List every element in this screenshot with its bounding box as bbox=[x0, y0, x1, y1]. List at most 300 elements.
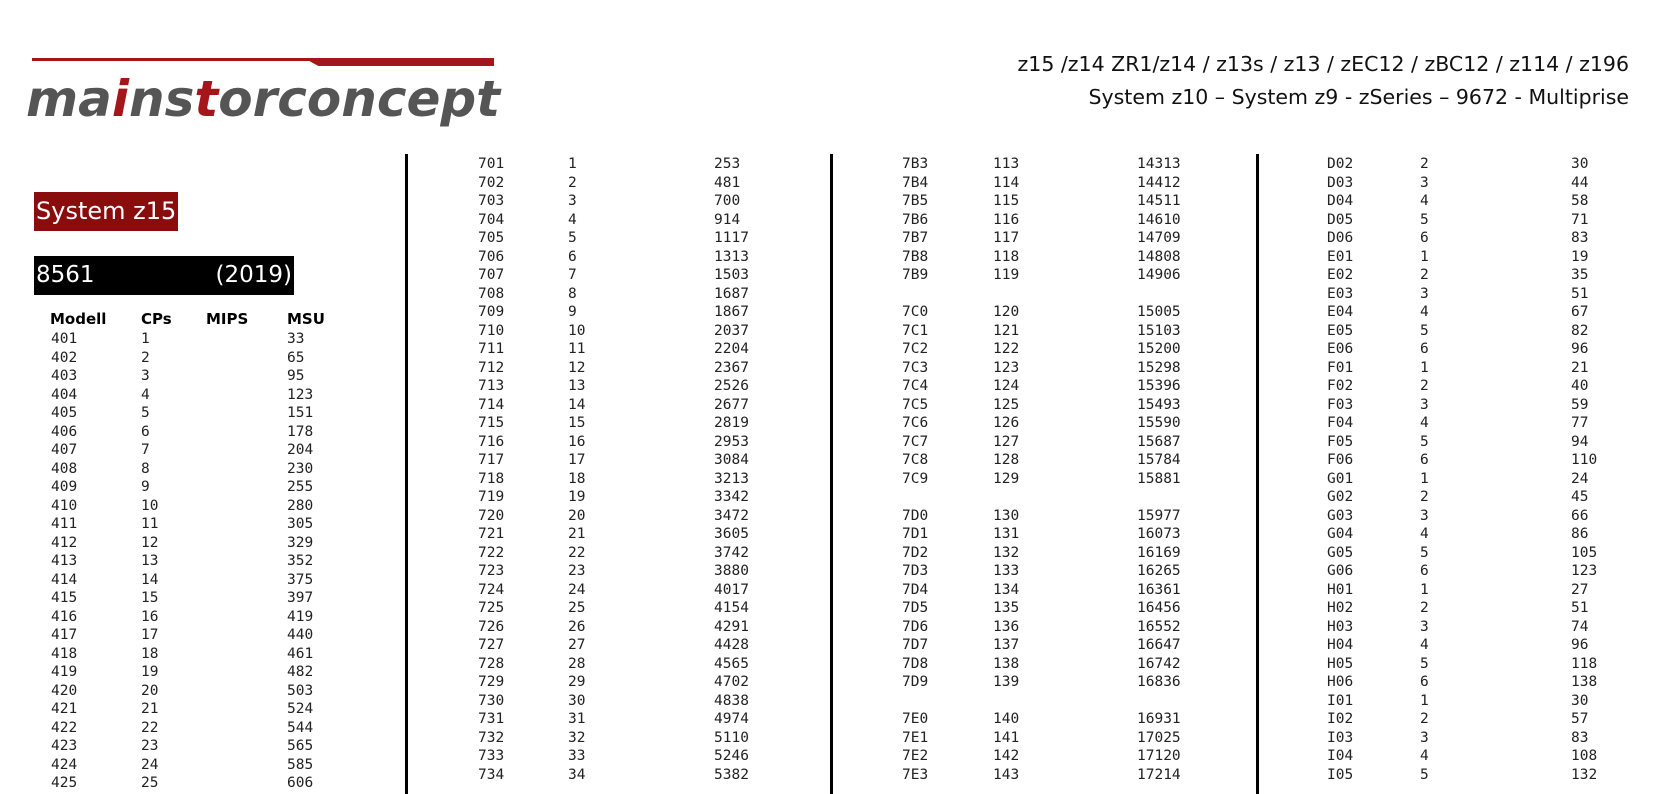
table-col3-cps: 130 bbox=[993, 507, 1020, 524]
table-col2-msu: 3472 bbox=[714, 507, 749, 524]
table-col4-cps: 6 bbox=[1420, 674, 1429, 690]
table-col4-model: F04 bbox=[1327, 415, 1354, 431]
table-col4-model: D03 bbox=[1327, 174, 1354, 191]
table-col1-msu: 461 bbox=[287, 645, 314, 662]
table-col4-model: I01 bbox=[1327, 692, 1354, 709]
table-col3-cps: 124 bbox=[993, 378, 1020, 394]
table-col1-cps: 23 bbox=[141, 738, 159, 754]
column-divider-3 bbox=[1256, 154, 1259, 794]
table-col3-msu: 15493 bbox=[1137, 396, 1181, 413]
table-col3-msu: 16169 bbox=[1137, 544, 1181, 561]
table-col2-model: 703 bbox=[478, 193, 505, 209]
table-col3-msu: 16836 bbox=[1137, 674, 1181, 690]
table-col2-cps: 10 bbox=[568, 322, 586, 339]
table-col3-model: 7D1 bbox=[902, 526, 929, 542]
table-col2-msu: 5110 bbox=[714, 729, 749, 746]
table-col1-cps: 21 bbox=[141, 701, 159, 717]
table-col4-cps: 3 bbox=[1420, 618, 1429, 635]
table-col4-msu: 21 bbox=[1571, 359, 1589, 376]
table-col2-model: 710 bbox=[478, 322, 505, 339]
table-col3-msu: 16647 bbox=[1137, 637, 1181, 653]
table-col2-msu: 4428 bbox=[714, 637, 749, 653]
table-col3-model: 7D8 bbox=[902, 655, 929, 672]
table-col1-model: 424 bbox=[51, 756, 78, 773]
table-col1-msu: 524 bbox=[287, 701, 314, 717]
table-col1-cps: 2 bbox=[141, 349, 150, 366]
model-year: (2019) bbox=[215, 262, 292, 288]
table-col2-cps: 4 bbox=[568, 211, 577, 228]
table-col1-msu: 352 bbox=[287, 553, 314, 569]
table-col2-model: 731 bbox=[478, 711, 505, 727]
table-col4-msu: 59 bbox=[1571, 396, 1589, 413]
table-col4-msu: 82 bbox=[1571, 322, 1589, 339]
table-col2-model: 722 bbox=[478, 544, 505, 561]
table-col1-cps: 10 bbox=[141, 497, 159, 514]
table-col2-msu: 2367 bbox=[714, 359, 749, 376]
table-col2-msu: 253 bbox=[714, 156, 741, 172]
table-col4-cps: 2 bbox=[1420, 600, 1429, 616]
table-col3-msu: 15005 bbox=[1137, 304, 1181, 320]
table-col1-cps: 4 bbox=[141, 386, 150, 403]
table-col1-cps: 12 bbox=[141, 534, 159, 551]
table-col4-model: H04 bbox=[1327, 637, 1354, 653]
table-col2-cps: 6 bbox=[568, 248, 577, 265]
table-col2-msu: 2037 bbox=[714, 322, 749, 339]
table-col4-model: F01 bbox=[1327, 359, 1354, 376]
table-col1-cps: 11 bbox=[141, 516, 159, 532]
table-col4-model: I04 bbox=[1327, 748, 1354, 764]
table-col3-msu: 15298 bbox=[1137, 359, 1181, 376]
table-col3-msu: 16742 bbox=[1137, 655, 1181, 672]
table-col2-model: 726 bbox=[478, 618, 505, 635]
table-col4-msu: 83 bbox=[1571, 729, 1589, 746]
table-col4-cps: 1 bbox=[1420, 248, 1429, 265]
table-col4-model: E05 bbox=[1327, 322, 1354, 339]
table-col2-cps: 22 bbox=[568, 544, 586, 561]
table-col2-cps: 20 bbox=[568, 507, 586, 524]
table-col4-msu: 57 bbox=[1571, 711, 1589, 727]
table-col1-model: 415 bbox=[51, 590, 78, 606]
table-col4-msu: 77 bbox=[1571, 415, 1589, 431]
table-col1-msu: 178 bbox=[287, 423, 314, 440]
table-col4-model: E01 bbox=[1327, 248, 1354, 265]
table-col3-cps: 136 bbox=[993, 618, 1020, 635]
table-col4-cps: 5 bbox=[1420, 211, 1429, 228]
table-col3-model: 7C2 bbox=[902, 341, 929, 357]
table-col1-msu: 544 bbox=[287, 719, 314, 736]
table-col1-msu: 565 bbox=[287, 738, 314, 754]
table-col2-cps: 1 bbox=[568, 156, 577, 172]
table-col2-model: 730 bbox=[478, 692, 505, 709]
table-col2-model: 705 bbox=[478, 230, 505, 246]
table-col1-msu: 95 bbox=[287, 368, 305, 384]
column-header-mips: MIPS bbox=[206, 310, 249, 328]
table-col2-cps: 9 bbox=[568, 304, 577, 320]
table-col2-msu: 3084 bbox=[714, 452, 749, 468]
table-col2-msu: 4702 bbox=[714, 674, 749, 690]
table-col3-cps: 134 bbox=[993, 581, 1020, 598]
table-col3-model: 7B6 bbox=[902, 211, 929, 228]
table-col3-model: 7D2 bbox=[902, 544, 929, 561]
table-col2-msu: 481 bbox=[714, 174, 741, 191]
table-col2-msu: 3213 bbox=[714, 470, 749, 487]
table-col3-cps: 133 bbox=[993, 563, 1020, 579]
table-col4-cps: 6 bbox=[1420, 563, 1429, 579]
table-col1-model: 410 bbox=[51, 497, 78, 514]
table-col4-cps: 3 bbox=[1420, 729, 1429, 746]
table-col4-msu: 51 bbox=[1571, 600, 1589, 616]
table-col3-model: 7E2 bbox=[902, 748, 929, 764]
table-col2-cps: 7 bbox=[568, 267, 577, 283]
column-header-cps: CPs bbox=[141, 310, 172, 328]
table-col4-cps: 1 bbox=[1420, 581, 1429, 598]
table-col2-model: 706 bbox=[478, 248, 505, 265]
table-col1-model: 408 bbox=[51, 460, 78, 477]
table-col1-cps: 20 bbox=[141, 682, 159, 699]
table-col3-msu: 15103 bbox=[1137, 322, 1181, 339]
table-col4-model: G03 bbox=[1327, 507, 1354, 524]
table-col3-model: 7D5 bbox=[902, 600, 929, 616]
table-col4-model: F05 bbox=[1327, 433, 1354, 450]
table-col3-model: 7B3 bbox=[902, 156, 929, 172]
table-col4-cps: 2 bbox=[1420, 156, 1429, 172]
table-col1-model: 404 bbox=[51, 386, 78, 403]
table-col4-model: D06 bbox=[1327, 230, 1354, 246]
table-col3-msu: 15881 bbox=[1137, 470, 1181, 487]
table-col3-model: 7D0 bbox=[902, 507, 929, 524]
table-col4-cps: 2 bbox=[1420, 267, 1429, 283]
table-col4-msu: 96 bbox=[1571, 341, 1589, 357]
table-col1-model: 414 bbox=[51, 571, 78, 588]
table-col2-msu: 2953 bbox=[714, 433, 749, 450]
table-col1-cps: 19 bbox=[141, 664, 159, 680]
table-col2-cps: 30 bbox=[568, 692, 586, 709]
table-col2-msu: 4838 bbox=[714, 692, 749, 709]
table-col2-model: 709 bbox=[478, 304, 505, 320]
table-col2-cps: 15 bbox=[568, 415, 586, 431]
table-col3-model: 7C0 bbox=[902, 304, 929, 320]
table-col3-cps: 137 bbox=[993, 637, 1020, 653]
table-col4-cps: 5 bbox=[1420, 544, 1429, 561]
table-col4-msu: 71 bbox=[1571, 211, 1589, 228]
table-col1-model: 418 bbox=[51, 645, 78, 662]
table-col2-cps: 14 bbox=[568, 396, 586, 413]
table-col1-model: 409 bbox=[51, 479, 78, 495]
table-col4-msu: 35 bbox=[1571, 267, 1589, 283]
table-col1-model: 423 bbox=[51, 738, 78, 754]
table-col4-model: H03 bbox=[1327, 618, 1354, 635]
table-col1-model: 422 bbox=[51, 719, 78, 736]
table-col4-msu: 24 bbox=[1571, 470, 1589, 487]
table-col4-msu: 30 bbox=[1571, 692, 1589, 709]
table-col2-model: 712 bbox=[478, 359, 505, 376]
table-col1-cps: 8 bbox=[141, 460, 150, 477]
table-col2-msu: 4017 bbox=[714, 581, 749, 598]
table-col1-cps: 5 bbox=[141, 405, 150, 421]
table-col1-msu: 397 bbox=[287, 590, 314, 606]
table-col1-cps: 18 bbox=[141, 645, 159, 662]
table-col4-model: G05 bbox=[1327, 544, 1354, 561]
table-col4-msu: 45 bbox=[1571, 489, 1589, 505]
table-col2-model: 716 bbox=[478, 433, 505, 450]
table-col3-msu: 16265 bbox=[1137, 563, 1181, 579]
table-col1-model: 425 bbox=[51, 775, 78, 791]
table-col2-cps: 3 bbox=[568, 193, 577, 209]
table-col2-model: 711 bbox=[478, 341, 505, 357]
table-col1-msu: 33 bbox=[287, 331, 305, 347]
table-col2-cps: 13 bbox=[568, 378, 586, 394]
table-col3-msu: 15977 bbox=[1137, 507, 1181, 524]
table-col3-cps: 123 bbox=[993, 359, 1020, 376]
table-col1-msu: 123 bbox=[287, 386, 314, 403]
table-col4-msu: 19 bbox=[1571, 248, 1589, 265]
table-col3-cps: 113 bbox=[993, 156, 1020, 172]
table-col2-msu: 4565 bbox=[714, 655, 749, 672]
table-col1-msu: 255 bbox=[287, 479, 314, 495]
table-col1-cps: 15 bbox=[141, 590, 159, 606]
table-col4-model: H06 bbox=[1327, 674, 1354, 690]
table-col3-cps: 132 bbox=[993, 544, 1020, 561]
table-col3-model: 7E1 bbox=[902, 729, 929, 746]
table-col3-cps: 115 bbox=[993, 193, 1020, 209]
table-col2-model: 723 bbox=[478, 563, 505, 579]
table-col3-cps: 128 bbox=[993, 452, 1020, 468]
table-col1-model: 421 bbox=[51, 701, 78, 717]
table-col2-cps: 23 bbox=[568, 563, 586, 579]
table-col4-msu: 123 bbox=[1571, 563, 1598, 579]
table-col1-msu: 230 bbox=[287, 460, 314, 477]
table-col4-model: G02 bbox=[1327, 489, 1354, 505]
table-col3-msu: 16931 bbox=[1137, 711, 1181, 727]
table-col2-msu: 3742 bbox=[714, 544, 749, 561]
table-col3-msu: 16073 bbox=[1137, 526, 1181, 542]
logo-bar bbox=[32, 58, 494, 66]
table-col1-cps: 13 bbox=[141, 553, 159, 569]
table-col3-cps: 119 bbox=[993, 267, 1020, 283]
table-col1-cps: 9 bbox=[141, 479, 150, 495]
table-col4-cps: 6 bbox=[1420, 230, 1429, 246]
table-col4-cps: 1 bbox=[1420, 692, 1429, 709]
table-col2-msu: 1313 bbox=[714, 248, 749, 265]
table-col3-model: 7D7 bbox=[902, 637, 929, 653]
table-col3-cps: 138 bbox=[993, 655, 1020, 672]
table-col2-cps: 33 bbox=[568, 748, 586, 764]
table-col3-model: 7B4 bbox=[902, 174, 929, 191]
table-col2-cps: 5 bbox=[568, 230, 577, 246]
table-col1-model: 407 bbox=[51, 442, 78, 458]
table-col4-msu: 105 bbox=[1571, 544, 1598, 561]
table-col2-model: 719 bbox=[478, 489, 505, 505]
table-col2-model: 732 bbox=[478, 729, 505, 746]
table-col2-msu: 3880 bbox=[714, 563, 749, 579]
table-col2-cps: 32 bbox=[568, 729, 586, 746]
table-col2-model: 717 bbox=[478, 452, 505, 468]
table-col3-model: 7C4 bbox=[902, 378, 929, 394]
table-col2-cps: 25 bbox=[568, 600, 586, 616]
table-col2-cps: 24 bbox=[568, 581, 586, 598]
column-divider-2 bbox=[830, 154, 833, 794]
table-col3-msu: 17120 bbox=[1137, 748, 1181, 764]
table-col1-msu: 151 bbox=[287, 405, 314, 421]
table-col3-model: 7C5 bbox=[902, 396, 929, 413]
table-col2-msu: 3342 bbox=[714, 489, 749, 505]
table-col1-msu: 419 bbox=[287, 608, 314, 625]
table-col4-cps: 4 bbox=[1420, 415, 1429, 431]
table-col1-cps: 16 bbox=[141, 608, 159, 625]
table-col3-msu: 14610 bbox=[1137, 211, 1181, 228]
table-col1-model: 406 bbox=[51, 423, 78, 440]
table-col3-model: 7C1 bbox=[902, 322, 929, 339]
table-col3-cps: 114 bbox=[993, 174, 1020, 191]
table-col4-cps: 3 bbox=[1420, 174, 1429, 191]
table-col3-cps: 129 bbox=[993, 470, 1020, 487]
table-col1-msu: 280 bbox=[287, 497, 314, 514]
table-col3-msu: 14709 bbox=[1137, 230, 1181, 246]
logo: mainstorconcept bbox=[26, 70, 501, 128]
table-col4-cps: 2 bbox=[1420, 711, 1429, 727]
table-col3-cps: 127 bbox=[993, 433, 1020, 450]
table-col4-model: H02 bbox=[1327, 600, 1354, 616]
table-col1-cps: 25 bbox=[141, 775, 159, 791]
table-col2-cps: 12 bbox=[568, 359, 586, 376]
table-col2-model: 727 bbox=[478, 637, 505, 653]
table-col3-cps: 140 bbox=[993, 711, 1020, 727]
table-col1-cps: 24 bbox=[141, 756, 159, 773]
table-col4-cps: 2 bbox=[1420, 378, 1429, 394]
table-col4-cps: 4 bbox=[1420, 637, 1429, 653]
table-col2-msu: 1117 bbox=[714, 230, 749, 246]
table-col2-cps: 21 bbox=[568, 526, 586, 542]
table-col1-msu: 482 bbox=[287, 664, 314, 680]
table-col4-msu: 108 bbox=[1571, 748, 1598, 764]
table-col4-cps: 4 bbox=[1420, 193, 1429, 209]
table-col2-msu: 4154 bbox=[714, 600, 749, 616]
table-col2-cps: 19 bbox=[568, 489, 586, 505]
table-col2-model: 725 bbox=[478, 600, 505, 616]
table-col3-msu: 16552 bbox=[1137, 618, 1181, 635]
table-col3-cps: 121 bbox=[993, 322, 1020, 339]
table-col3-model: 7C3 bbox=[902, 359, 929, 376]
table-col4-msu: 118 bbox=[1571, 655, 1598, 672]
table-col1-cps: 1 bbox=[141, 331, 150, 347]
table-col2-model: 729 bbox=[478, 674, 505, 690]
table-col2-msu: 700 bbox=[714, 193, 741, 209]
table-col3-msu: 16361 bbox=[1137, 581, 1181, 598]
table-col2-cps: 29 bbox=[568, 674, 586, 690]
table-col4-cps: 4 bbox=[1420, 748, 1429, 764]
table-col3-msu: 14906 bbox=[1137, 267, 1181, 283]
table-col4-model: I03 bbox=[1327, 729, 1354, 746]
table-col2-msu: 1503 bbox=[714, 267, 749, 283]
table-col3-msu: 14412 bbox=[1137, 174, 1181, 191]
table-col4-model: I05 bbox=[1327, 766, 1354, 783]
table-col4-model: F02 bbox=[1327, 378, 1354, 394]
table-col4-cps: 6 bbox=[1420, 452, 1429, 468]
table-col4-model: I02 bbox=[1327, 711, 1354, 727]
table-col2-model: 714 bbox=[478, 396, 505, 413]
table-col4-model: F03 bbox=[1327, 396, 1354, 413]
table-col4-model: D05 bbox=[1327, 211, 1354, 228]
table-col3-msu: 15200 bbox=[1137, 341, 1181, 357]
table-col3-msu: 14511 bbox=[1137, 193, 1181, 209]
table-col2-msu: 5382 bbox=[714, 766, 749, 783]
table-col4-msu: 51 bbox=[1571, 285, 1589, 302]
table-col4-msu: 66 bbox=[1571, 507, 1589, 524]
column-header-msu: MSU bbox=[287, 310, 325, 328]
table-col2-cps: 2 bbox=[568, 174, 577, 191]
table-col3-cps: 126 bbox=[993, 415, 1020, 431]
table-col1-model: 413 bbox=[51, 553, 78, 569]
table-col1-model: 401 bbox=[51, 331, 78, 347]
table-col4-msu: 44 bbox=[1571, 174, 1589, 191]
table-col3-cps: 116 bbox=[993, 211, 1020, 228]
table-col2-cps: 11 bbox=[568, 341, 586, 357]
table-col2-model: 704 bbox=[478, 211, 505, 228]
table-col4-cps: 3 bbox=[1420, 396, 1429, 413]
table-col4-msu: 30 bbox=[1571, 156, 1589, 172]
system-badge: System z15 bbox=[34, 192, 178, 231]
table-col3-model: 7C8 bbox=[902, 452, 929, 468]
table-col4-msu: 110 bbox=[1571, 452, 1598, 468]
table-col2-model: 701 bbox=[478, 156, 505, 172]
table-col3-msu: 15784 bbox=[1137, 452, 1181, 468]
table-col3-model: 7D6 bbox=[902, 618, 929, 635]
table-col3-model: 7D9 bbox=[902, 674, 929, 690]
table-col4-cps: 4 bbox=[1420, 526, 1429, 542]
table-col2-msu: 4974 bbox=[714, 711, 749, 727]
table-col4-cps: 3 bbox=[1420, 507, 1429, 524]
table-col4-cps: 6 bbox=[1420, 341, 1429, 357]
table-col2-msu: 2819 bbox=[714, 415, 749, 431]
table-col1-model: 417 bbox=[51, 627, 78, 643]
table-col2-msu: 2204 bbox=[714, 341, 749, 357]
table-col2-cps: 8 bbox=[568, 285, 577, 302]
table-col1-msu: 440 bbox=[287, 627, 314, 643]
table-col3-msu: 15687 bbox=[1137, 433, 1181, 450]
table-col1-cps: 17 bbox=[141, 627, 159, 643]
table-col4-cps: 1 bbox=[1420, 359, 1429, 376]
table-col4-msu: 74 bbox=[1571, 618, 1589, 635]
table-col2-msu: 1687 bbox=[714, 285, 749, 302]
table-col4-msu: 86 bbox=[1571, 526, 1589, 542]
table-col1-msu: 204 bbox=[287, 442, 314, 458]
table-col2-model: 720 bbox=[478, 507, 505, 524]
table-col3-model: 7C6 bbox=[902, 415, 929, 431]
table-col4-msu: 132 bbox=[1571, 766, 1598, 783]
table-col2-model: 715 bbox=[478, 415, 505, 431]
table-col2-cps: 18 bbox=[568, 470, 586, 487]
table-col1-msu: 65 bbox=[287, 349, 305, 366]
table-col4-msu: 58 bbox=[1571, 193, 1589, 209]
table-col3-model: 7C7 bbox=[902, 433, 929, 450]
table-col4-msu: 138 bbox=[1571, 674, 1598, 690]
table-col3-model: 7B9 bbox=[902, 267, 929, 283]
table-col4-model: E04 bbox=[1327, 304, 1354, 320]
table-col3-msu: 15590 bbox=[1137, 415, 1181, 431]
table-col3-model: 7B8 bbox=[902, 248, 929, 265]
table-col3-model: 7E3 bbox=[902, 766, 929, 783]
table-col2-model: 713 bbox=[478, 378, 505, 394]
table-col3-msu: 14313 bbox=[1137, 156, 1181, 172]
table-col3-msu: 14808 bbox=[1137, 248, 1181, 265]
table-col1-msu: 375 bbox=[287, 571, 314, 588]
table-col2-msu: 914 bbox=[714, 211, 741, 228]
table-col2-msu: 5246 bbox=[714, 748, 749, 764]
table-col4-msu: 96 bbox=[1571, 637, 1589, 653]
table-col1-model: 416 bbox=[51, 608, 78, 625]
table-col2-cps: 26 bbox=[568, 618, 586, 635]
table-col2-msu: 1867 bbox=[714, 304, 749, 320]
